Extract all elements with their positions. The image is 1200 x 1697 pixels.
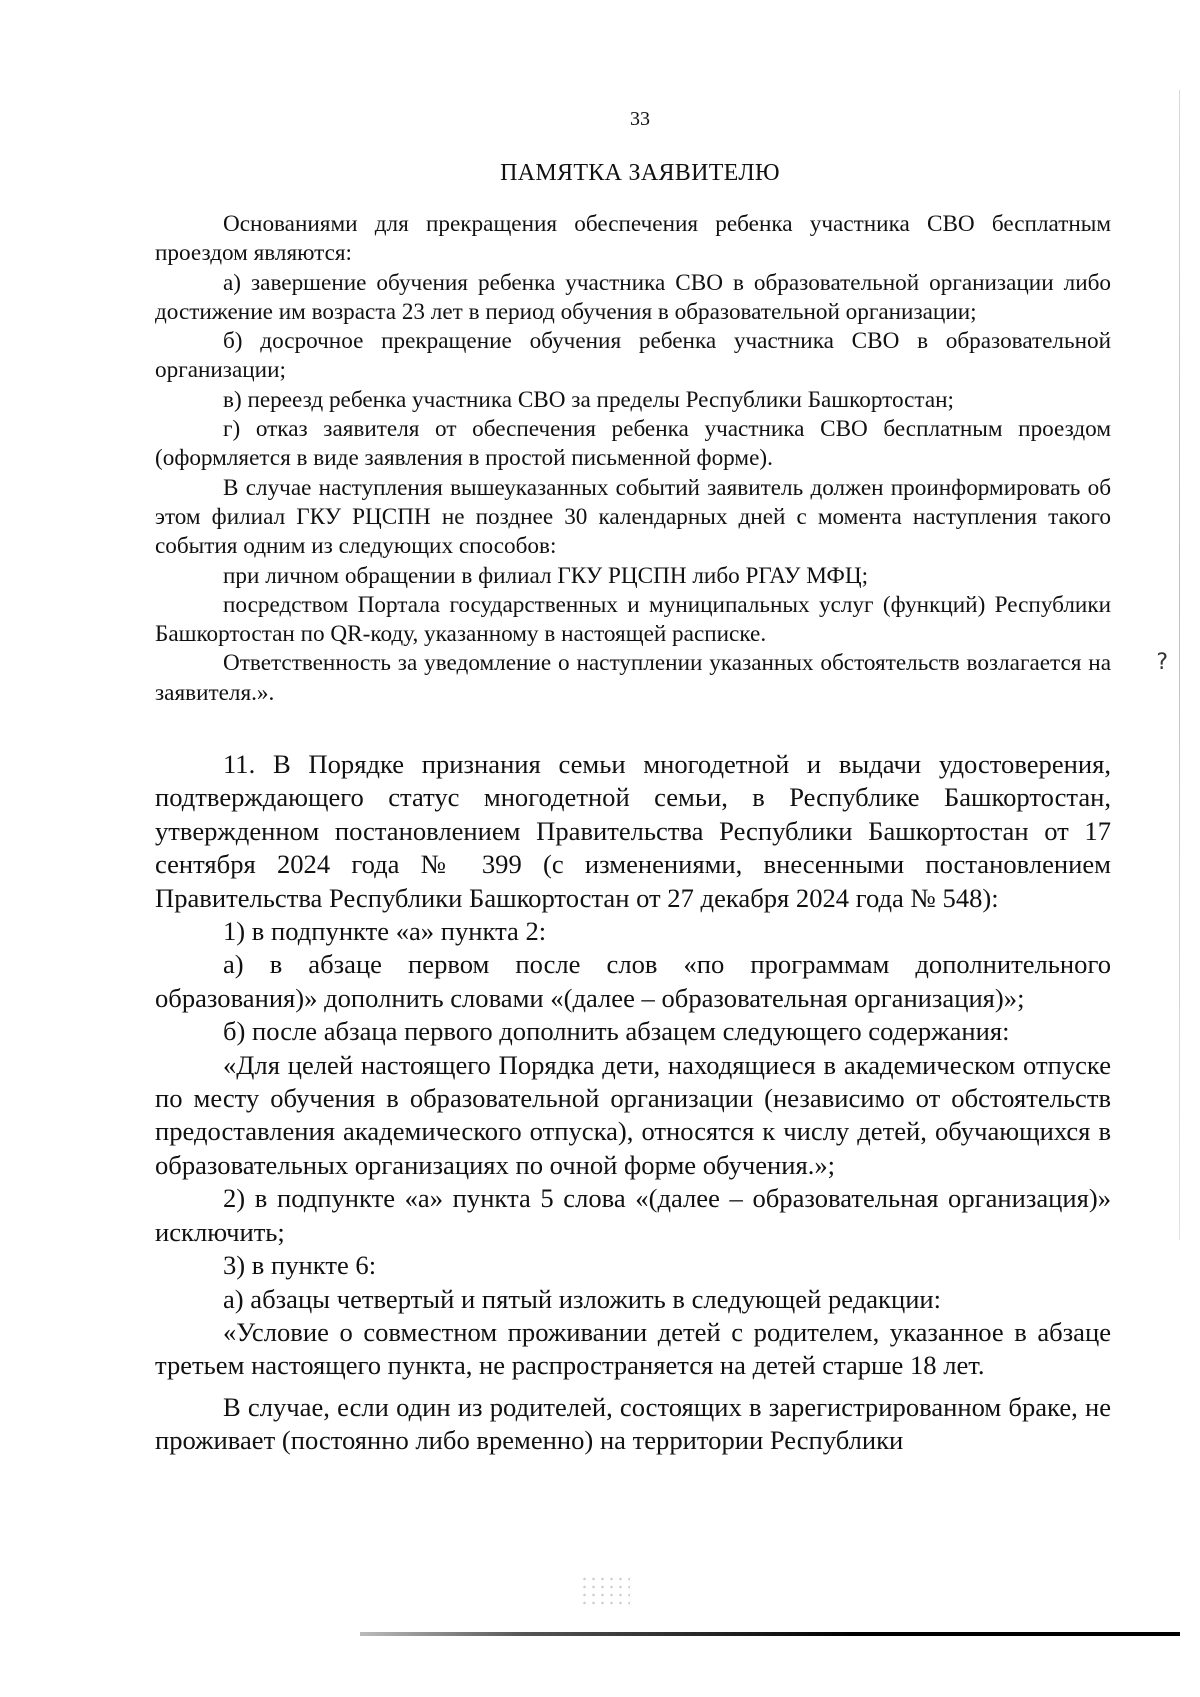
memo-paragraph: а) завершение обучения ребенка участника СВО в образовательной организации либо достижение им возраста 23 лет в период обучения в образовательной организации;	[155, 269, 1111, 325]
memo-paragraph: Основаниями для прекращения обеспечения ребенка участника СВО бесплатным проездом являются:	[155, 211, 1111, 267]
amendment-paragraph: б) после абзаца первого дополнить абзацем следующего содержания:	[223, 1016, 1010, 1047]
amendment-paragraph: 11. В Порядке признания семьи многодетной и выдачи удостоверения, подтверждающего статус многодетной семьи, в Республике Башкортостан, утвержденном постановлением Правительства Республики Башкортостан от 17 сентября 2024 года № 399 (с изменениями, внесенными постановлением Правительства Республики Башкортостан от 27 декабря 2024 года № 548):	[155, 749, 1111, 913]
memo-section	[155, 210, 1111, 708]
memo-paragraph: посредством Портала государственных и муниципальных услуг (функций) Республики Башкортостан по QR-коду, указанному в настоящей расписке.	[155, 591, 1111, 648]
memo-paragraph: Ответственность за уведомление о наступлении указанных обстоятельств возлагается на заявителя.».	[155, 650, 1111, 706]
amendment-paragraph: 1) в подпункте «а» пункта 2:	[223, 916, 547, 947]
memo-title: ПАМЯТКА ЗАЯВИТЕЛЮ	[500, 160, 780, 186]
amendment-paragraph: 3) в пункте 6:	[223, 1250, 377, 1281]
amendment-paragraph: В случае, если один из родителей, состоящих в зарегистрированном браке, не проживает (постоянно либо временно) на территории Республики	[155, 1391, 1111, 1456]
memo-paragraph: г) отказ заявителя от обеспечения ребенка участника СВО бесплатным проездом (оформляется в виде заявления в простой письменной форме).	[155, 416, 1111, 472]
memo-paragraph: в) переезд ребенка участника СВО за пределы Республики Башкортостан;	[223, 386, 954, 413]
memo-paragraph: б) досрочное прекращение обучения ребенка участника СВО в образовательной организации;	[155, 328, 1111, 384]
page-number: 33	[630, 108, 650, 130]
amendment-paragraph: 2) в подпункте «а» пункта 5 слова «(далее – образовательная организация)» исключить;	[155, 1183, 1111, 1247]
memo-paragraph: при личном обращении в филиал ГКУ РЦСПН либо РГАУ МФЦ;	[223, 562, 869, 589]
bottom-rule	[360, 1632, 1180, 1636]
scan-speckles	[580, 1575, 630, 1605]
handwritten-margin-mark: ?	[1156, 650, 1168, 675]
amendment-paragraph: «Для целей настоящего Порядка дети, находящиеся в академическом отпуске по месту обучения в образовательной организации (независимо от обстоятельств предоставления академического отпуска), относятся к числу детей, обучающихся в образовательных организациях по очной форме обучения.»;	[155, 1049, 1111, 1180]
amendment-paragraph: «Условие о совместном проживании детей с родителем, указанное в абзаце третьем настоящего пункта, не распространяется на детей старше 18 лет.	[155, 1316, 1111, 1381]
memo-paragraph: В случае наступления вышеуказанных событий заявитель должен проинформировать об этом филиал ГКУ РЦСПН не позднее 30 календарных дней с момента наступления такого события одним из следующих способов:	[155, 474, 1111, 560]
amendment-paragraph: а) абзацы четвертый и пятый изложить в следующей редакции:	[223, 1283, 942, 1314]
amendment-paragraph: а) в абзаце первом после слов «по программам дополнительного образования)» дополнить словами «(далее – образовательная организация)»;	[155, 949, 1111, 1013]
amendment-section	[155, 748, 1111, 1458]
scan-margin-line	[1179, 90, 1180, 1240]
